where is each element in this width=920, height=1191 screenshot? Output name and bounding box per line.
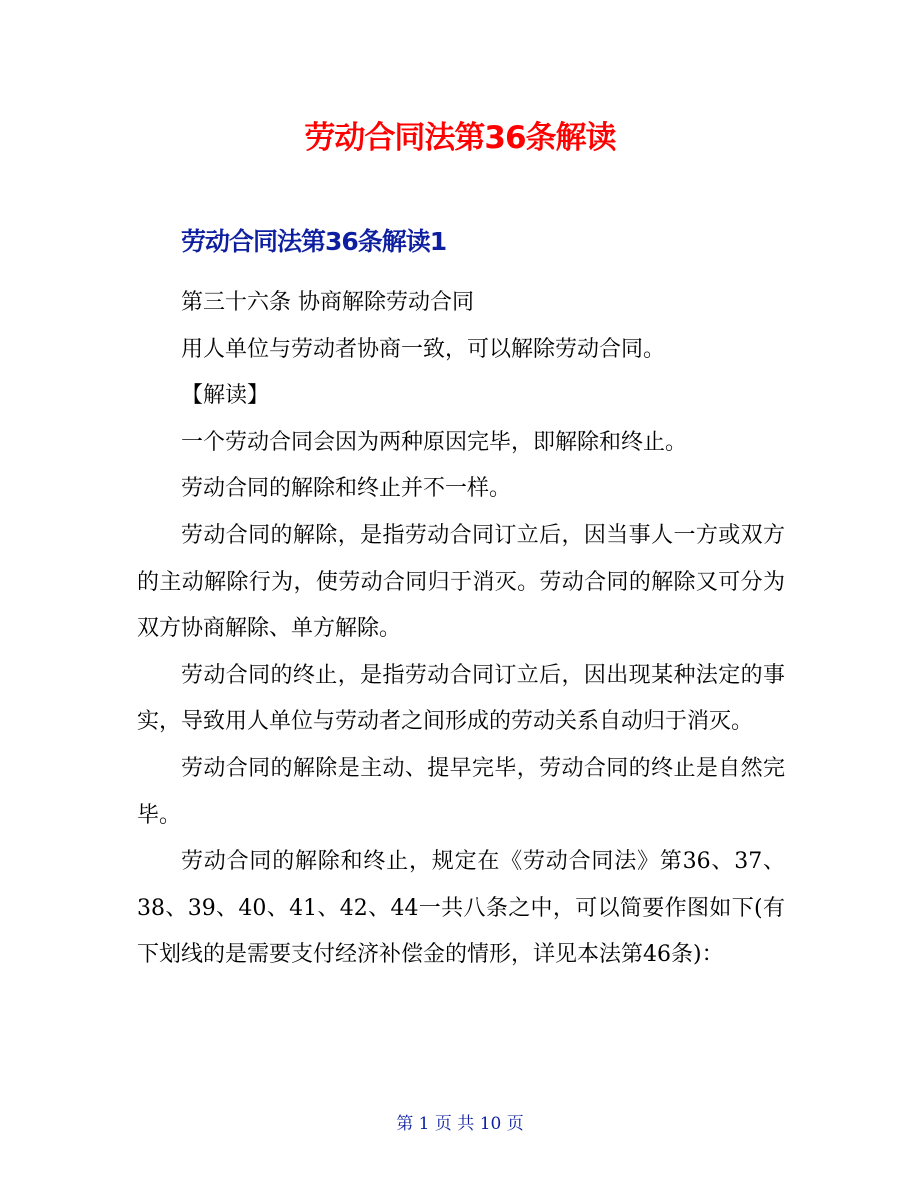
article-text-paragraph: 用人单位与劳动者协商一致，可以解除劳动合同。: [181, 336, 666, 362]
body-paragraph: 劳动合同的解除和终止，规定在《劳动合同法》第36、37、38、39、40、41、42、44一共八条之中，可以简要作图如下(有下划线的是需要支付经济补偿金的情形，详见本法第46条)：: [137, 849, 785, 968]
page-number-footer: 第 1 页 共 10 页: [396, 1114, 524, 1134]
section-heading: 劳动合同法第36条解读1: [181, 227, 447, 256]
body-paragraph: 劳动合同的终止，是指劳动合同订立后，因出现某种法定的事实，导致用人单位与劳动者之间形成的劳动关系自动归于消灭。: [137, 662, 785, 735]
interpretation-label: 【解读】: [181, 383, 270, 409]
body-paragraph: 劳动合同的解除，是指劳动合同订立后，因当事人一方或双方的主动解除行为，使劳动合同归于消灭。劳动合同的解除又可分为双方协商解除、单方解除。: [137, 522, 785, 642]
body-paragraph: 一个劳动合同会因为两种原因完毕，即解除和终止。: [181, 429, 688, 455]
document-body: [137, 280, 785, 979]
article-title-paragraph: 第三十六条 协商解除劳动合同: [181, 290, 474, 315]
document-title: 劳动合同法第36条解读: [304, 120, 616, 156]
body-paragraph: 劳动合同的解除是主动、提早完毕，劳动合同的终止是自然完毕。: [137, 755, 785, 828]
body-paragraph: 劳动合同的解除和终止并不一样。: [181, 476, 512, 502]
